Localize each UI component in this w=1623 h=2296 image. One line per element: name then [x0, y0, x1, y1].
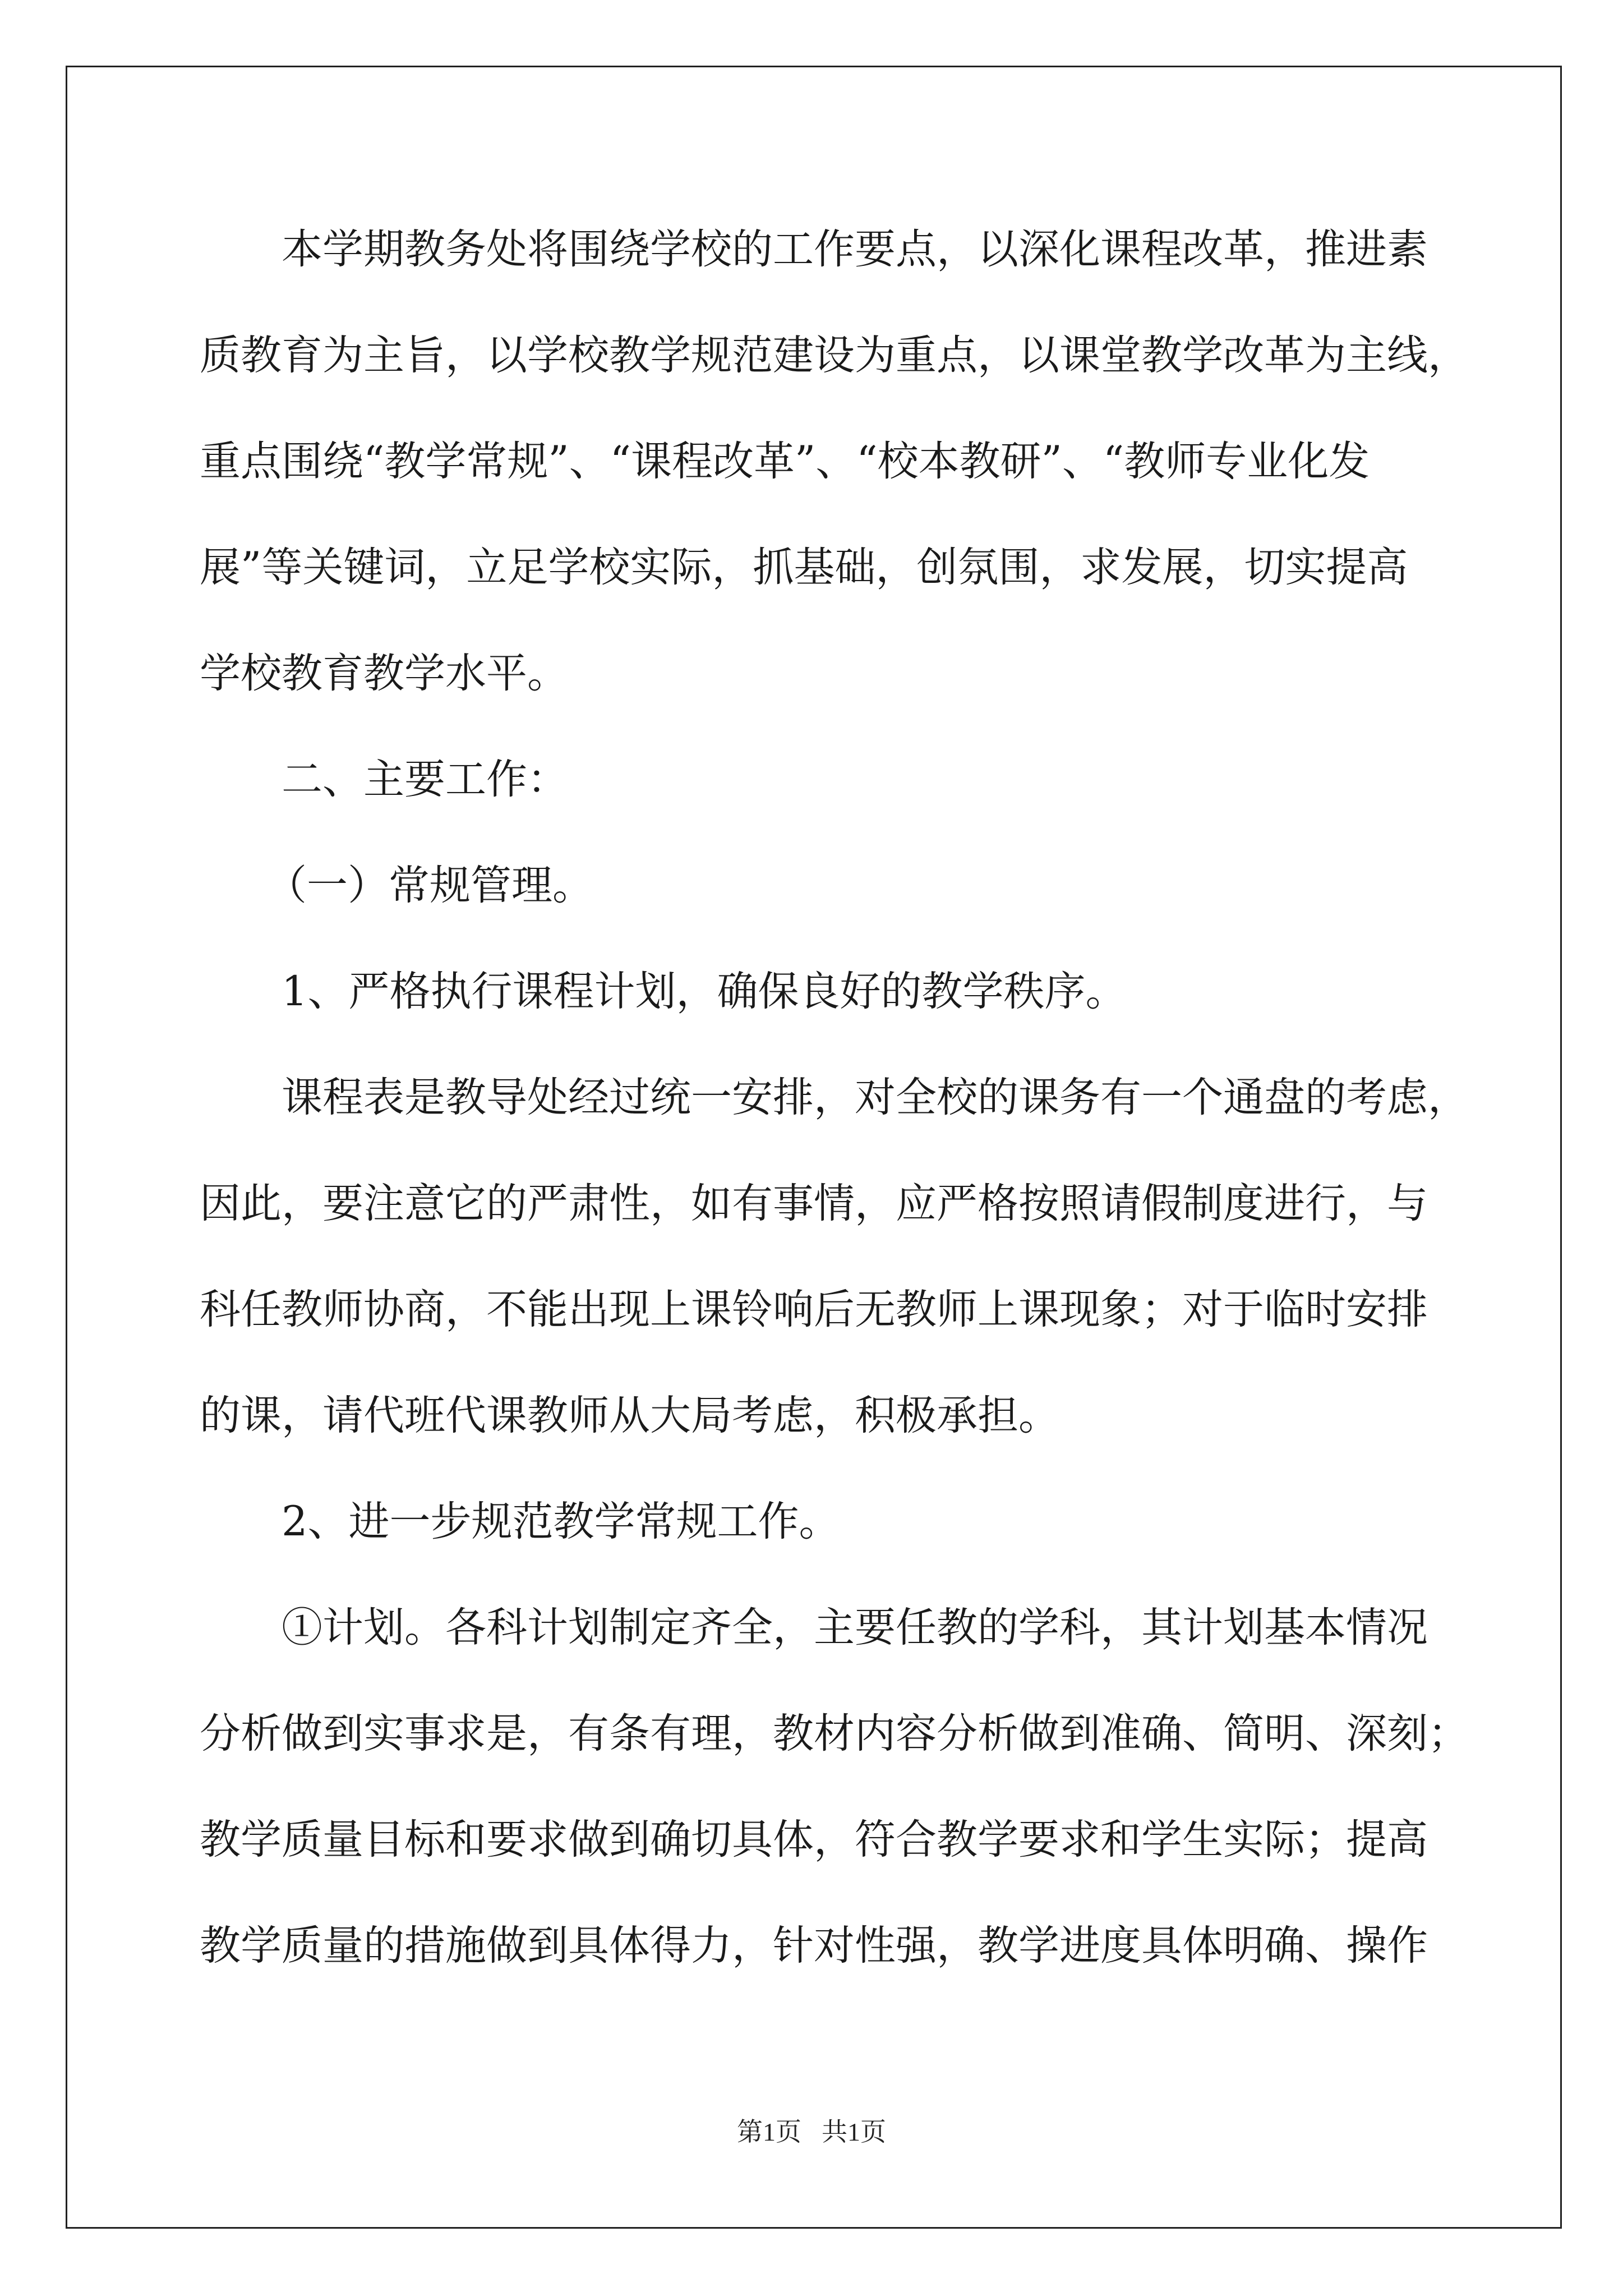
paragraph-line: 课程表是教导处经过统一安排，对全校的课务有一个通盘的考虑， [282, 1074, 1469, 1121]
paragraph-line: 的课，请代班代课教师从大局考虑，积极承担。 [200, 1392, 1059, 1439]
section-heading: 二、主要工作： [282, 756, 568, 803]
paragraph-line: 展”等关键词，立足学校实际，抓基础，创氛围，求发展，切实提高 [200, 544, 1408, 591]
item-heading: 2、进一步规范教学常规工作。 [282, 1498, 840, 1545]
paragraph-line: ①计划。各科计划制定齐全，主要任教的学科，其计划基本情况 [282, 1604, 1428, 1651]
page-total: 共1页 [822, 2118, 886, 2146]
paragraph-line: 分析做到实事求是，有条有理，教材内容分析做到准确、简明、深刻； [200, 1710, 1469, 1757]
paragraph-line: 因此，要注意它的严肃性，如有事情，应严格按照请假制度进行，与 [200, 1180, 1428, 1227]
paragraph-line: 科任教师协商，不能出现上课铃响后无教师上课现象；对于临时安排 [200, 1286, 1428, 1333]
page-footer [0, 2115, 1623, 2149]
paragraph-line: 本学期教务处将围绕学校的工作要点，以深化课程改革，推进素 [282, 226, 1428, 273]
subsection-heading: （一）常规管理。 [266, 862, 593, 909]
page-number: 第1页 [737, 2118, 801, 2146]
paragraph-line: 教学质量的措施做到具体得力，针对性强，教学进度具体明确、操作 [200, 1922, 1428, 1970]
paragraph-line: 学校教育教学水平。 [200, 650, 568, 697]
page-border [66, 66, 1562, 2229]
paragraph-line: 重点围绕“教学常规”、“课程改革”、“校本教研”、“教师专业化发 [200, 438, 1370, 485]
item-heading: 1、严格执行课程计划，确保良好的教学秩序。 [282, 968, 1127, 1015]
paragraph-line: 质教育为主旨，以学校教学规范建设为重点，以课堂教学改革为主线， [200, 332, 1469, 379]
paragraph-line: 教学质量目标和要求做到确切具体，符合教学要求和学生实际；提高 [200, 1816, 1428, 1864]
